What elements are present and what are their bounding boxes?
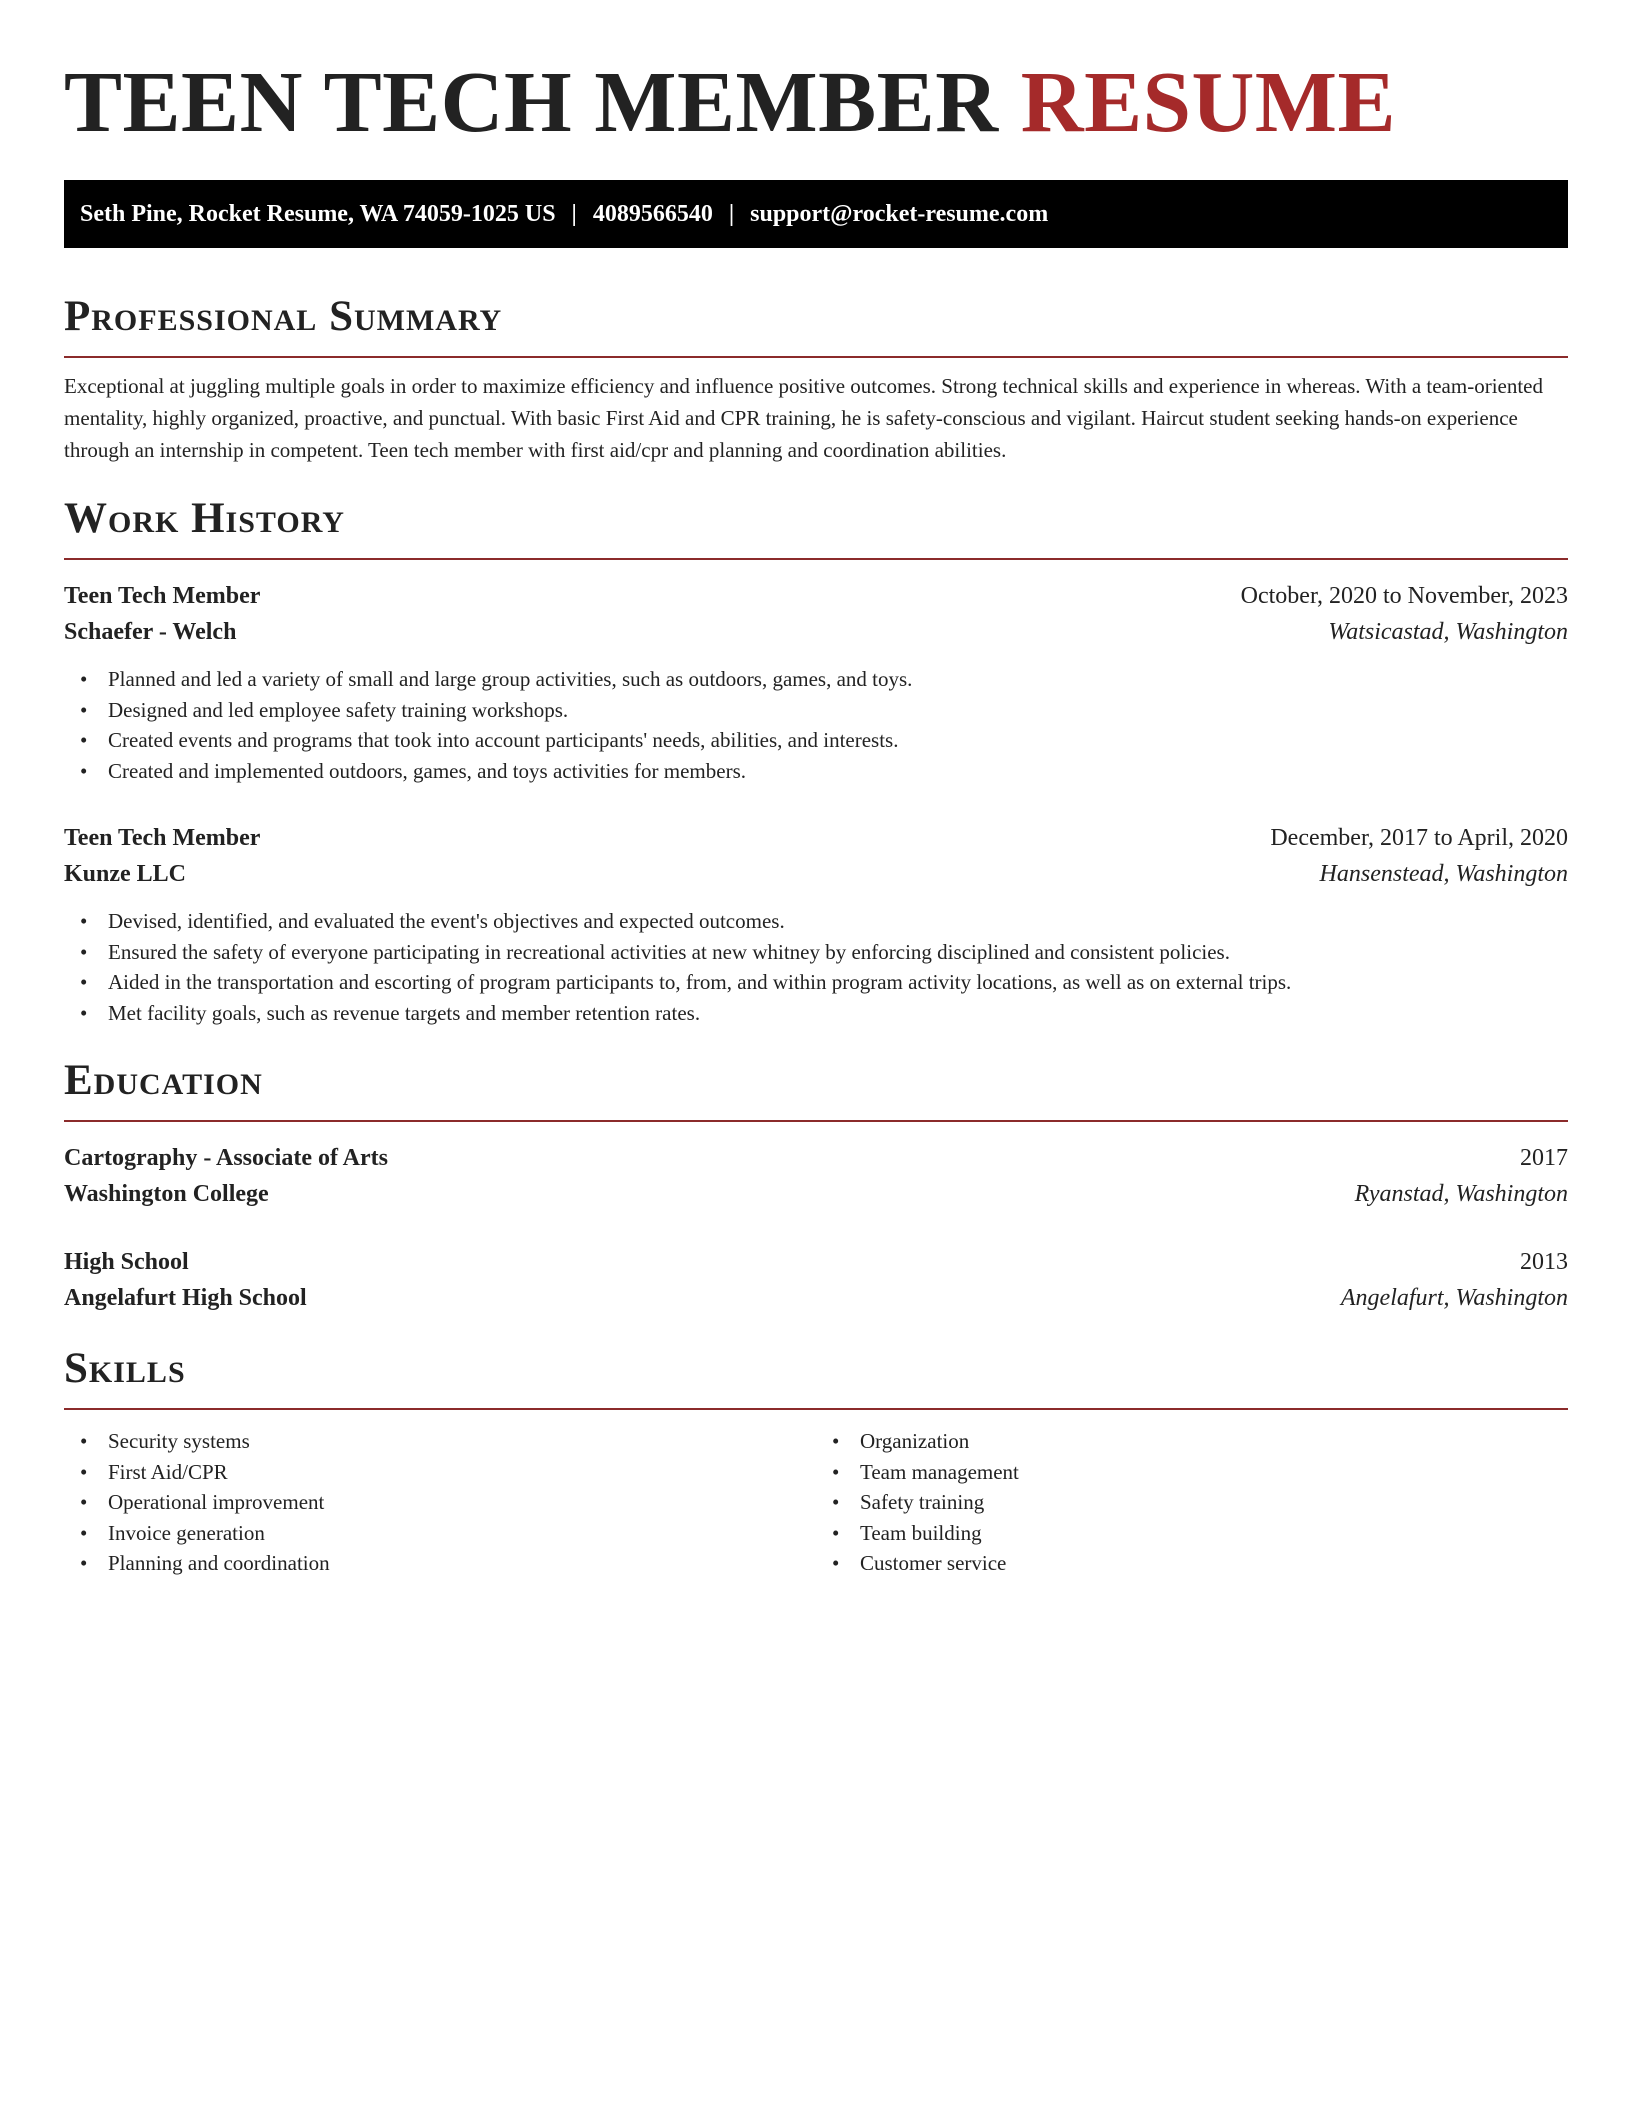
- job-dates: December, 2017 to April, 2020: [1270, 825, 1568, 851]
- list-item: • Devised, identified, and evaluated the event's objectives and expected outcomes.: [80, 909, 785, 933]
- section-divider: [64, 1408, 1568, 1410]
- section-divider: [64, 558, 1568, 560]
- contact-email: support@rocket-resume.com: [750, 200, 1049, 227]
- contact-separator: |: [728, 200, 735, 227]
- list-item: • Planned and led a variety of small and large group activities, such as outdoors, games, and toys.: [80, 667, 913, 691]
- skill-item: • Invoice generation: [80, 1520, 265, 1545]
- skills-column-right: [816, 1426, 1568, 1579]
- work-history-heading: Work History: [64, 495, 345, 542]
- work-history-section: [64, 494, 1568, 1028]
- education-section: [64, 1056, 1568, 1316]
- job-bullets: [64, 906, 1568, 1028]
- list-item: • Created and implemented outdoors, games, and toys activities for members.: [80, 758, 746, 783]
- list-item: • Met facility goals, such as revenue targets and member retention rates.: [80, 1000, 701, 1025]
- education-year: 2017: [1520, 1145, 1568, 1171]
- education-location: Ryanstad, Washington: [1354, 1181, 1568, 1207]
- contact-bar: [64, 180, 1568, 248]
- contact-phone: 4089566540: [592, 200, 713, 227]
- skills-heading: Skills: [64, 1345, 186, 1392]
- skill-item: • First Aid/CPR: [80, 1459, 228, 1484]
- list-item: • Created events and programs that took into account participants' needs, abilities, and interests.: [80, 728, 899, 752]
- education-school: Angelafurt High School: [64, 1285, 307, 1311]
- section-divider: [64, 356, 1568, 358]
- job-title: Teen Tech Member: [64, 825, 261, 851]
- job-dates: October, 2020 to November, 2023: [1240, 583, 1568, 609]
- list-item: • Designed and led employee safety training workshops.: [80, 697, 569, 722]
- summary-heading: Professional Summary: [64, 293, 503, 340]
- section-divider: [64, 1120, 1568, 1122]
- contact-separator: |: [571, 200, 577, 227]
- education-school: Washington College: [64, 1181, 269, 1207]
- job-entry: [64, 578, 1568, 786]
- education-location: Angelafurt, Washington: [1340, 1285, 1568, 1311]
- skill-item: • Operational improvement: [80, 1490, 325, 1514]
- skills-column-left: [64, 1426, 816, 1579]
- skills-list: [816, 1426, 1568, 1579]
- job-title: Teen Tech Member: [64, 583, 261, 609]
- job-location: Hansenstead, Washington: [1319, 861, 1568, 887]
- job-location: Watsicastad, Washington: [1328, 619, 1568, 645]
- skill-item: • Safety training: [832, 1490, 985, 1514]
- education-entry: [64, 1140, 1568, 1212]
- skill-item: • Team building: [832, 1520, 982, 1545]
- title-main: TEEN TECH MEMBER: [64, 53, 999, 150]
- education-degree: High School: [64, 1249, 189, 1275]
- list-item: • Aided in the transportation and escorting of program participants to, from, and within program activity locations, as well as on external trips.: [80, 970, 1292, 994]
- job-company: Kunze LLC: [64, 861, 187, 887]
- skills-grid: [64, 1426, 1568, 1579]
- title-accent: RESUME: [1020, 53, 1397, 150]
- list-item: • Ensured the safety of everyone participating in recreational activities at new whitney by enforcing disciplined and consistent policies.: [80, 939, 1230, 964]
- contact-address: Seth Pine, Rocket Resume, WA 74059-1025 US: [80, 200, 556, 227]
- education-degree: Cartography - Associate of Arts: [64, 1145, 388, 1171]
- job-company: Schaefer - Welch: [64, 619, 237, 645]
- skill-item: • Customer service: [832, 1551, 1007, 1575]
- job-entry: [64, 820, 1568, 1028]
- skills-section: [64, 1344, 1568, 1579]
- summary-text: Exceptional at juggling multiple goals in order to maximize efficiency and influence positive outcomes. Strong technical skills and experience in whereas. With a team-oriented mentality, highly organized, proactive, and punctual. With basic First Aid and CPR training, he is safety-conscious and vigilant. Haircut student seeking hands-on experience through an internship in competent. Teen tech member with first aid/cpr and planning and coordination abilities.: [64, 374, 1544, 462]
- education-heading: Education: [64, 1057, 263, 1104]
- skills-list: [64, 1426, 816, 1579]
- resume-title: [64, 52, 1568, 152]
- skill-item: • Team management: [832, 1459, 1019, 1484]
- education-year: 2013: [1520, 1249, 1568, 1275]
- education-entry: [64, 1244, 1568, 1316]
- job-bullets: [64, 664, 1568, 786]
- skill-item: • Security systems: [80, 1429, 250, 1453]
- summary-section: [64, 292, 1568, 466]
- skill-item: • Planning and coordination: [80, 1551, 330, 1575]
- skill-item: • Organization: [832, 1429, 970, 1453]
